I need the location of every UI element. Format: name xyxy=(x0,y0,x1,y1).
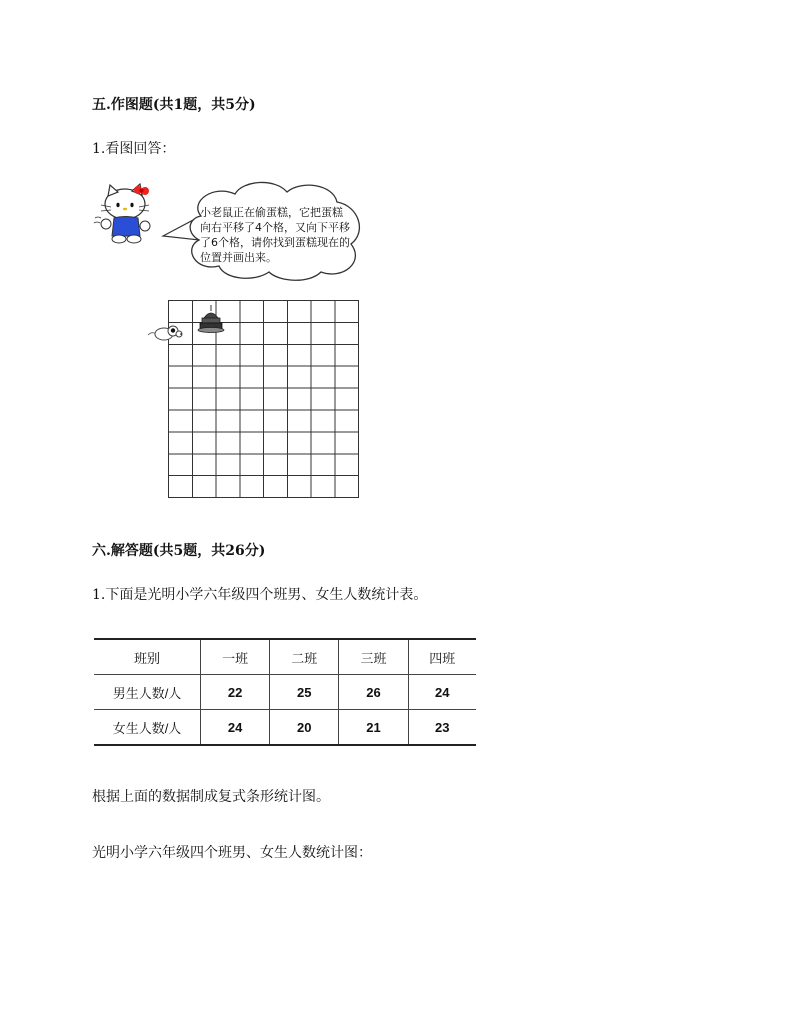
question-1-text: 1.下面是光明小学六年级四个班男、女生人数统计表。 xyxy=(92,587,428,603)
table-cell: 23 xyxy=(408,710,476,746)
header-cell: 二班 xyxy=(270,639,339,675)
stats-table xyxy=(94,638,476,746)
chart-title-text: 光明小学六年级四个班男、女生人数统计图： xyxy=(92,845,372,861)
header-cell: 班别 xyxy=(133,650,160,666)
table-cell: 21 xyxy=(339,710,408,746)
section-6-heading: 六.解答题(共5题，共26分) xyxy=(92,543,266,559)
table-cell: 25 xyxy=(270,675,339,710)
table-row xyxy=(94,675,476,710)
cake-icon xyxy=(197,304,225,334)
table-cell: 26 xyxy=(339,675,408,710)
section-5-heading: 五.作图题(共1题，共5分) xyxy=(92,97,256,113)
row-label: 男生人数/人 xyxy=(94,675,201,710)
speech-text: 小老鼠正在偷蛋糕，它把蛋糕向右平移了4个格，又向下平移了6个格，请你找到蛋糕现在的位置并画出来。 xyxy=(200,206,350,264)
table-cell: 24 xyxy=(201,710,270,746)
instruction-text: 根据上面的数据制成复式条形统计图。 xyxy=(92,789,330,805)
table-header-row xyxy=(94,639,476,675)
table-cell: 22 xyxy=(201,675,270,710)
header-cell: 三班 xyxy=(339,639,408,675)
table-cell: 24 xyxy=(408,675,476,710)
mouse-icon xyxy=(146,323,184,343)
header-cell: 四班 xyxy=(408,639,476,675)
header-cell: 一班 xyxy=(201,639,270,675)
table-cell: 20 xyxy=(270,710,339,746)
question-1-label: 1.看图回答： xyxy=(92,141,176,157)
kitty-illustration xyxy=(92,180,162,250)
table-row xyxy=(94,710,476,746)
row-label: 女生人数/人 xyxy=(94,710,201,746)
